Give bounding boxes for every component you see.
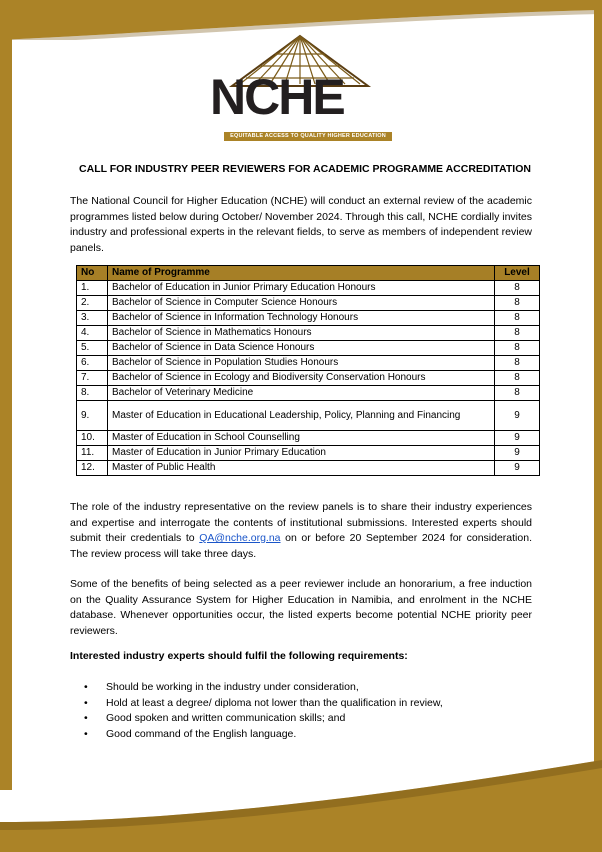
cell-level: 8 [495, 311, 540, 326]
page-title: CALL FOR INDUSTRY PEER REVIEWERS FOR ACADEMIC PROGRAMME ACCREDITATION [79, 163, 531, 175]
logo-tagline: EQUITABLE ACCESS TO QUALITY HIGHER EDUCATION [224, 132, 392, 141]
benefits-paragraph: Some of the benefits of being selected as a peer reviewer include an honorarium, a free induction on the Quality Assurance System for Higher Education in Namibia, and enrolment in the NCHE database. Whenever opportunities occur, the listed experts become potential NCHE priority peer reviewers. [70, 578, 532, 637]
bottom-border-swoosh [0, 760, 602, 852]
requirements-list [84, 680, 443, 742]
cell-programme: Master of Public Health [108, 461, 495, 476]
cell-programme: Bachelor of Science in Information Technology Honours [108, 311, 495, 326]
email-link[interactable]: QA@nche.org.na [199, 532, 281, 544]
table-row [77, 386, 540, 401]
cell-no: 5. [77, 341, 108, 356]
cell-no: 12. [77, 461, 108, 476]
cell-no: 2. [77, 296, 108, 311]
table-row [77, 431, 540, 446]
requirement-text: Good command of the English language. [106, 727, 297, 740]
cell-level: 9 [495, 461, 540, 476]
bullet-icon: • [84, 712, 88, 724]
requirement-text: Good spoken and written communication skills; and [106, 712, 346, 724]
role-text-before: The role of the industry representative on the review panels is to share their industry experiences and expertise and interrogate the contents of institutional submissions. Interested experts should submit their credentials to [70, 501, 532, 544]
cell-level: 8 [495, 371, 540, 386]
cell-level: 8 [495, 326, 540, 341]
role-paragraph [70, 500, 532, 562]
requirements-heading: Interested industry experts should fulfil the following requirements: [70, 650, 408, 662]
list-item [84, 696, 443, 712]
intro-paragraph: The National Council for Higher Education (NCHE) will conduct an external review of the academic programmes listed below during October/ November 2024. Through this call, NCHE cordially invites industry and professional experts in the relevant fields, to serve as members of independent review panels. [70, 195, 533, 254]
cell-no: 7. [77, 371, 108, 386]
table-row [77, 371, 540, 386]
cell-programme: Bachelor of Science in Mathematics Honours [108, 326, 495, 341]
cell-level: 8 [495, 386, 540, 401]
table-row [77, 281, 540, 296]
table-header-row [77, 266, 540, 281]
cell-no: 4. [77, 326, 108, 341]
cell-level: 8 [495, 341, 540, 356]
table-row [77, 326, 540, 341]
table-row [77, 401, 540, 431]
table-row [77, 356, 540, 371]
cell-no: 10. [77, 431, 108, 446]
table-row [77, 341, 540, 356]
cell-programme: Bachelor of Science in Ecology and Biodiversity Conservation Honours [108, 371, 495, 386]
cell-no: 3. [77, 311, 108, 326]
requirement-text: Hold at least a degree/ diploma not lower than the qualification in review, [106, 696, 443, 709]
role-text-after: on or before 20 September 2024 for consideration. The review process will take three days. [70, 532, 532, 560]
list-item [84, 711, 443, 727]
table-row [77, 461, 540, 476]
cell-programme: Bachelor of Education in Junior Primary Education Honours [108, 281, 495, 296]
cell-programme: Bachelor of Science in Population Studies Honours [108, 356, 495, 371]
cell-no: 1. [77, 281, 108, 296]
logo-wordmark: NCHE [210, 69, 344, 125]
table-row [77, 446, 540, 461]
cell-programme: Master of Education in Educational Leadership, Policy, Planning and Financing [108, 401, 495, 431]
cell-level: 8 [495, 296, 540, 311]
cell-level: 9 [495, 446, 540, 461]
bullet-icon: • [84, 681, 88, 693]
cell-programme: Bachelor of Veterinary Medicine [108, 386, 495, 401]
programmes-table [76, 265, 540, 476]
bullet-icon: • [84, 696, 88, 709]
left-border [0, 30, 12, 790]
cell-no: 8. [77, 386, 108, 401]
requirement-text: Should be working in the industry under consideration, [106, 681, 359, 693]
cell-level: 9 [495, 401, 540, 431]
right-border [594, 0, 602, 790]
cell-no: 9. [77, 401, 108, 431]
list-item [84, 727, 443, 743]
cell-programme: Bachelor of Science in Computer Science Honours [108, 296, 495, 311]
list-item [84, 680, 443, 696]
header-no: No [77, 266, 108, 281]
cell-no: 6. [77, 356, 108, 371]
cell-programme: Master of Education in School Counselling [108, 431, 495, 446]
cell-programme: Master of Education in Junior Primary Education [108, 446, 495, 461]
bullet-icon: • [84, 727, 88, 740]
cell-level: 9 [495, 431, 540, 446]
cell-programme: Bachelor of Science in Data Science Honours [108, 341, 495, 356]
table-row [77, 311, 540, 326]
header-name: Name of Programme [108, 266, 495, 281]
cell-no: 11. [77, 446, 108, 461]
cell-level: 8 [495, 281, 540, 296]
cell-level: 8 [495, 356, 540, 371]
header-level: Level [495, 266, 540, 281]
table-row [77, 296, 540, 311]
